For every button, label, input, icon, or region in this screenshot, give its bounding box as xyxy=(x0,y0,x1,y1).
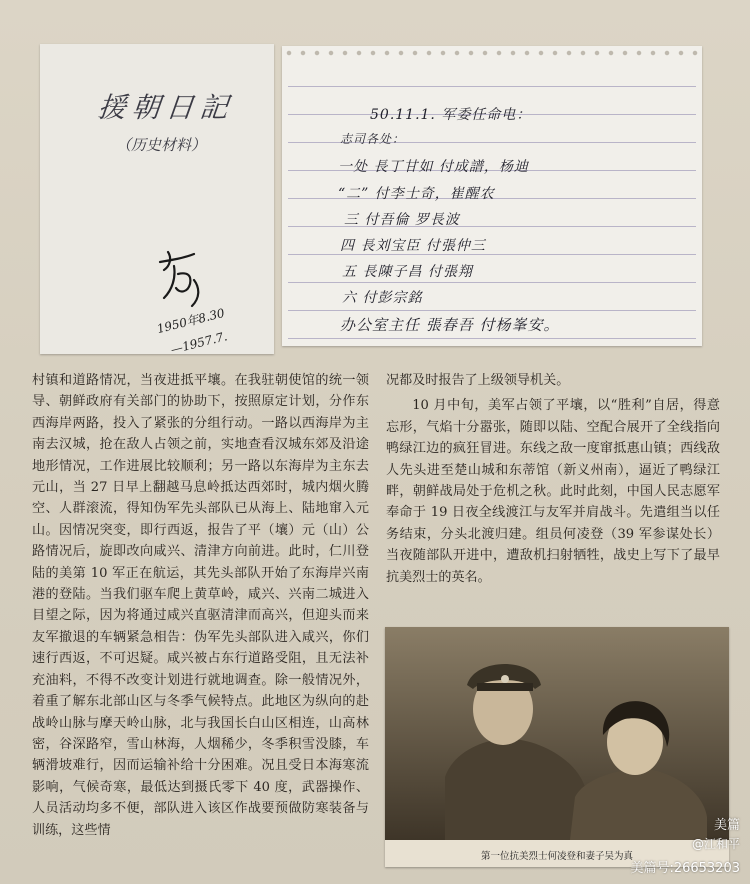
diary-line: 志司各处： xyxy=(340,132,406,146)
article-paragraph: 村镇和道路情况，当夜进抵平壤。在我驻朝使馆的统一领导、朝鲜政府有关部门的协助下，按照原定计划，分作东西海岸两路，投入了紧张的分组行动。一路以西海岸为主南去汉城，抢在敌人占领之前，实地查看汉城东郊及沿途地形情况，工作进展比较顺利；另一路以东海岸为主东去元山，当 27 日早上翻越马息岭抵达西郊时，城内烟火腾空、人群滚流，得知伪军先头部队已从海上、陆地窜入元山。因情况突变，即行西返，报告了平（壤）元（山）公路情况后，旋即改向咸兴、清津方向前进。此时，仁川登陆的美第 10 军正在航运，其先头部队开始了东海岸兴南港的登陆。当我们驱车爬上黄草岭，咸兴、兴南二城进入目望之际，因为将通过咸兴直驱清津而高兴，但迎头而来友军撤退的车辆紧急相告：伪军先头部队进入咸兴，你们速行西返，不可迟疑。咸兴被占东行道路受阻，且无法补充油料，不得不改变计划进行就地调查。除一般情况外，着重了解东北部山区与冬季气候特点。此地区为纵向的赴战岭山脉与摩天岭山脉，北与我国长白山区相连，山高林密，谷深路窄，雪山林海，人烟稀少，冬季积雪没膝，车辆滑坡难行，因而运输补给十分困难。况且受日本海寒流影响，气候奇寒，最低达到摄氏零下 40 度，武器操作、人员活动均多不便，部队进入该区作战要预做防寒装备与训练，这些情 xyxy=(32,373,369,838)
diary-rule xyxy=(288,86,696,87)
diary-line: 四 長刘宝臣 付張仲三 xyxy=(340,238,486,254)
watermark-author: @江和平 xyxy=(691,837,740,851)
article-paragraph: 况都及时报告了上级领导机关。 xyxy=(386,373,570,388)
diary-cover-title: 援朝日記 xyxy=(96,91,236,124)
diary-line: 六 付彭宗銘 xyxy=(342,290,423,306)
diary-line: 三 付吾倫 罗長波 xyxy=(344,212,460,228)
handwritten-signature xyxy=(150,244,220,314)
watermark-account: 美篇号:26653203 xyxy=(630,861,740,876)
article-right-column xyxy=(386,370,720,588)
diary-line: 办公室主任 張春吾 付杨峯安。 xyxy=(340,316,560,334)
diary-binding-holes xyxy=(282,50,702,56)
diary-end-date: —1957.7. xyxy=(169,329,229,357)
diary-rule xyxy=(288,310,696,311)
watermark-brand: 美篇 xyxy=(713,818,740,833)
diary-cover-photo xyxy=(40,44,274,357)
diary-line: 50.11.1. 军委任命电： xyxy=(370,107,532,123)
diary-line: 五 長陳子昌 付張翔 xyxy=(342,264,473,280)
diary-rule xyxy=(288,282,696,283)
diary-start-date: 1950年8.30 xyxy=(155,305,227,337)
article-left-column xyxy=(32,370,369,841)
diary-page-photo xyxy=(282,46,702,346)
historic-photo xyxy=(385,627,729,867)
photo-caption: 第一位抗美烈士何凌登和妻子吴为真 xyxy=(480,851,633,862)
diary-cover-subtitle: （历史材料） xyxy=(116,136,207,154)
diary-line: 一处 長丁甘如 付成譜，杨迪 xyxy=(338,159,529,175)
diary-line: “二” 付李士奇，崔醒农 xyxy=(338,186,495,202)
diary-rule xyxy=(288,338,696,339)
couple-portrait-image xyxy=(385,627,729,840)
article-paragraph: 10 月中旬，美军占领了平壤，以“胜利”自居，得意忘形，气焰十分嚣张，随即以陆、空配合展开了全线指向鸭绿江边的疯狂冒进。东线之敌一度窜抵惠山镇；西线敌人先头进至楚山城和东蒂馆（新义州南），逼近了鸭绿江畔，朝鲜战局处于危机之秋。此时此刻，中国人民志愿军奉命于 19 日夜全线渡江与友军并肩战斗。先遣组当以任务结束，分头北渡归建。组员何凌登（39 军参谋处长）当夜随部队开进中，遭敌机扫射牺牲，战史上写下了最早抗美烈士的英名。 xyxy=(386,398,720,585)
